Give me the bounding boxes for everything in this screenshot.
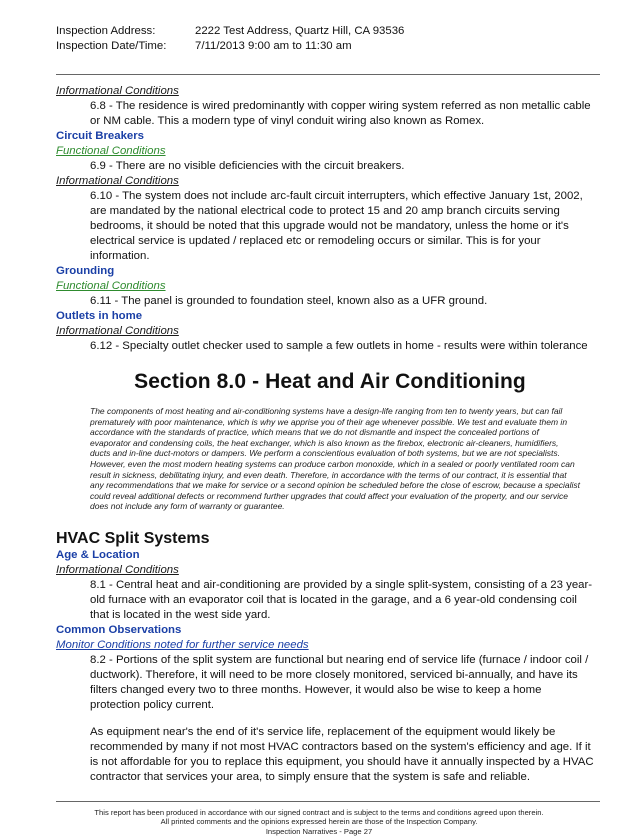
narrative-item: 6.12 - Specialty outlet checker used to sample a few outlets in home - results were within tolerance — [90, 340, 588, 352]
report-header — [56, 24, 404, 54]
page-number: Inspection Narratives - Page 27 — [265, 826, 373, 836]
footer-line: This report has been produced in accordance with our signed contract and is subject to the terms and conditions agreed upon therein. — [94, 808, 544, 817]
address-label: Inspection Address: — [56, 25, 156, 37]
narrative-item: 6.11 - The panel is grounded to foundation steel, known also as a UFR ground. — [90, 295, 488, 307]
narrative-item: As equipment near's the end of it's service life, replacement of the equipment would likely be recommended by many if not most HVAC contractors based on the system's efficiency and age. If it is not affordable for you to replace this equipment, you should have it annually inspected by a HVAC contractor that services your area, to simply ensure that the system is safe and reliable. — [90, 725, 594, 783]
condition-label: Monitor Conditions noted for further service needs — [56, 638, 309, 651]
condition-label: Informational Conditions — [56, 175, 179, 187]
narrative-item: 8.2 - Portions of the split system are functional but nearing end of service life (furnace / indoor coil / ductwork). Therefore, it will need to be more closely monitored, serviced bi-annually, and have its filters changed every two to three months. However, it would also be wise to keep a home protection policy current. — [90, 653, 589, 711]
section-title: Section 8.0 - Heat and Air Conditioning — [134, 370, 526, 393]
condition-label: Informational Conditions — [56, 85, 179, 97]
subheading-circuit-breakers: Circuit Breakers — [56, 130, 145, 142]
subheading-outlets: Outlets in home — [56, 310, 143, 322]
condition-label: Informational Conditions — [56, 563, 179, 576]
narrative-item: 6.10 - The system does not include arc-fault circuit interrupters, which effective January 1st, 2002, are mandated by the national electrical code to protect 15 and 20 amp branch circuits serving bedrooms, it should be noted that this upgrade would not be mandatory, unless the home or it's electrical service is updated / replaced etc or remodeling occurs or similar. This is for your information. — [90, 190, 583, 262]
subheading-common-observations: Common Observations — [56, 623, 182, 636]
section-intro: The components of most heating and air-conditioning systems have a design-life ranging from ten to twenty years, but can fail prematurely with poor maintenance, which is why we apprise you of their age whenever possible. We test and evaluate them in accordance with the standards of practice, which means that we do not dismantle and inspect the concealed portions of evaporator and condensing coils, the heat exchanger, which is also known as the firebox, electronic air-cleaners, humidifiers, ducts and in-line duct-motors or dampers. We perform a conscientious evaluation of both systems, but we are not specialists. However, even the most modern heating systems can produce carbon monoxide, which in a sealed or poorly ventilated room can result in sickness, debilitating injury, and even death. Therefore, in accordance with the terms of our contract, it is essential that any recommendations that we make for service or a second opinion be scheduled before the close of escrow, because a specialist could reveal additional defects or recommend further upgrades that could affect your evaluation of the property, and our service does not include any form of warranty or guarantee. — [90, 406, 580, 512]
narrative-item: 8.1 - Central heat and air-conditioning are provided by a single split-system, consisting of a 23 year-old furnace with an evaporator coil that is located in the garage, and a 6 year-old condensing coil that is located in the west side yard. — [90, 578, 593, 621]
subheading-grounding: Grounding — [56, 265, 115, 277]
date-value: 7/11/2013 9:00 am to 11:30 am — [195, 40, 352, 52]
page-footer — [40, 808, 598, 836]
footer-divider — [56, 801, 600, 802]
address-row — [56, 24, 404, 39]
date-row — [56, 39, 404, 54]
header-divider — [56, 74, 600, 75]
condition-label: Functional Conditions — [56, 145, 166, 157]
condition-label: Functional Conditions — [56, 280, 166, 292]
condition-label: Informational Conditions — [56, 325, 179, 337]
address-value: 2222 Test Address, Quartz Hill, CA 93536 — [195, 25, 405, 37]
footer-line: All printed comments and the opinions expressed herein are those of the Inspection Company. — [160, 817, 478, 827]
hvac-title: HVAC Split Systems — [56, 529, 210, 547]
narrative-item: 6.8 - The residence is wired predominantly with copper wiring system referred as non metallic cable or NM cable. This a modern type of vinyl conduit wiring also known as Romex. — [90, 100, 591, 127]
date-label: Inspection Date/Time: — [56, 40, 167, 52]
page-content — [56, 84, 604, 785]
narrative-item: 6.9 - There are no visible deficiencies with the circuit breakers. — [90, 160, 405, 172]
subheading-age-location: Age & Location — [56, 548, 140, 561]
